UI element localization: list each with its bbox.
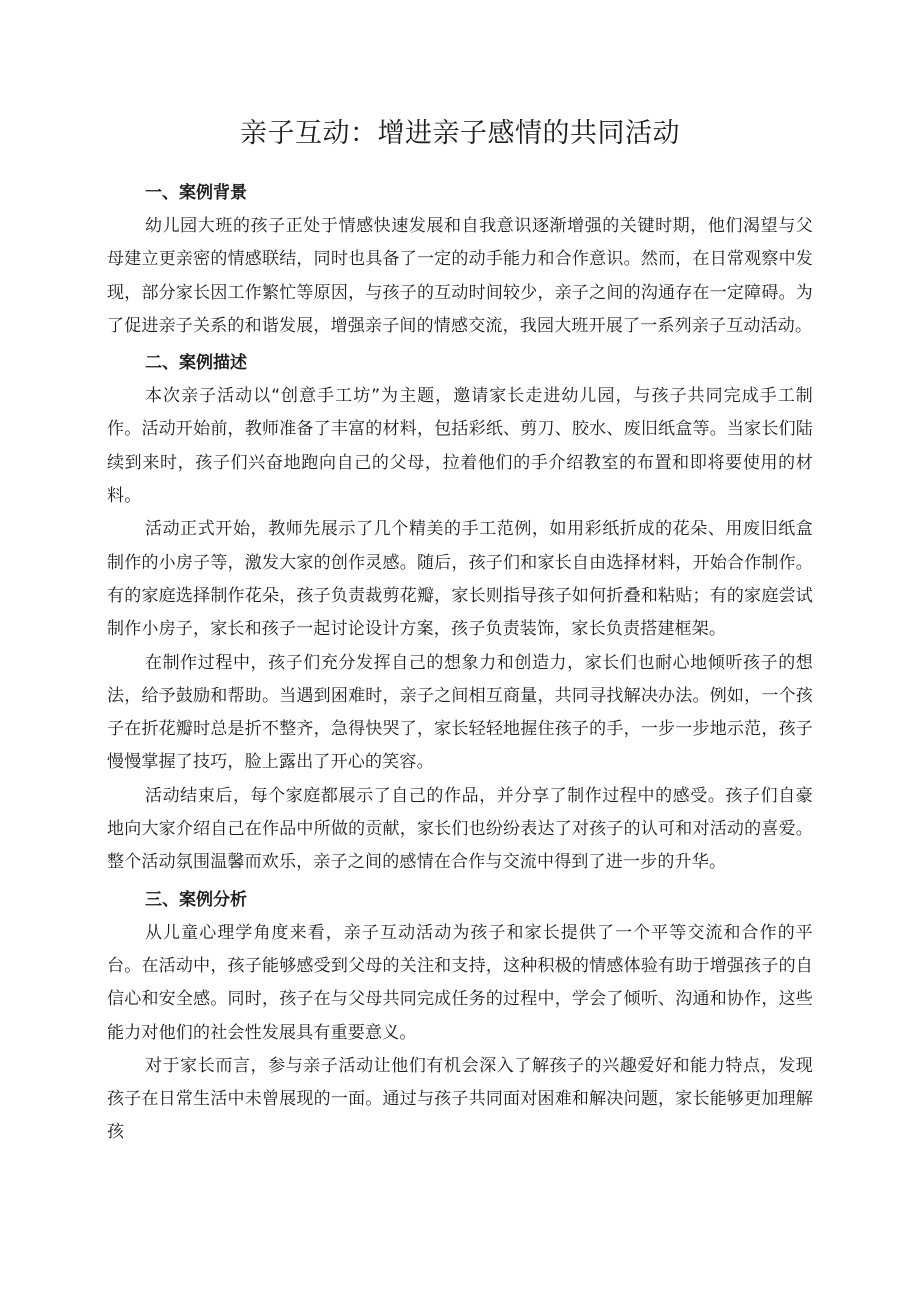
paragraph: 对于家长而言，参与亲子活动让他们有机会深入了解孩子的兴趣爱好和能力特点，发现孩子在日常生活中未曾展现的一面。通过与孩子共同面对困难和解决问题，家长能够更加理解孩 [107, 1055, 813, 1143]
document-body [107, 176, 813, 1150]
section-description [107, 346, 813, 879]
section-analysis [107, 883, 813, 1150]
paragraph: 从儿童心理学角度来看，亲子互动活动为孩子和家长提供了一个平等交流和合作的平台。在活动中，孩子能够感受到父母的关注和支持，这种积极的情感体验有助于增强孩子的自信心和安全感。同时，孩子在与父母共同完成任务的过程中，学会了倾听、沟通和协作，这些能力对他们的社会性发展具有重要意义。 [107, 922, 813, 1043]
paragraph: 本次亲子活动以“创意手工坊”为主题，邀请家长走进幼儿园，与孩子共同完成手工制作。活动开始前，教师准备了丰富的材料，包括彩纸、剪刀、胶水、废旧纸盒等。当家长们陆续到来时，孩子们兴奋地跑向自己的父母，拉着他们的手介绍教室的布置和即将要使用的材料。 [107, 386, 813, 507]
paragraph: 活动结束后，每个家庭都展示了自己的作品，并分享了制作过程中的感受。孩子们自豪地向大家介绍自己在作品中所做的贡献，家长们也纷纷表达了对孩子的认可和对活动的喜爱。整个活动氛围温馨而欢乐，亲子之间的感情在合作与交流中得到了进一步的升华。 [107, 785, 813, 873]
paragraph: 幼儿园大班的孩子正处于情感快速发展和自我意识逐渐增强的关键时期，他们渴望与父母建立更亲密的情感联结，同时也具备了一定的动手能力和合作意识。然而，在日常观察中发现，部分家长因工作繁忙等原因，与孩子的互动时间较少，亲子之间的沟通存在一定障碍。为了促进亲子关系的和谐发展，增强亲子间的情感交流，我园大班开展了一系列亲子互动活动。 [107, 216, 813, 336]
section-background [107, 176, 813, 343]
section-heading: 三、案例分析 [145, 889, 247, 910]
section-heading: 一、案例背景 [145, 183, 247, 203]
paragraph: 活动正式开始，教师先展示了几个精美的手工范例，如用彩纸折成的花朵、用废旧纸盒制作的小房子等，激发大家的创作灵感。随后，孩子们和家长自由选择材料，开始合作制作。有的家庭选择制作花朵，孩子负责裁剪花瓣，家长则指导孩子如何折叠和粘贴；有的家庭尝试制作小房子，家长和孩子一起讨论设计方案，孩子负责装饰，家长负责搭建框架。 [107, 519, 813, 640]
document-title: 亲子互动：增进亲子感情的共同活动 [240, 118, 680, 149]
paragraph: 在制作过程中，孩子们充分发挥自己的想象力和创造力，家长们也耐心地倾听孩子的想法，给予鼓励和帮助。当遇到困难时，亲子之间相互商量，共同寻找解决办法。例如，一个孩子在折花瓣时总是折不整齐，急得快哭了，家长轻轻地握住孩子的手，一步一步地示范，孩子慢慢掌握了技巧，脸上露出了开心的笑容。 [107, 652, 813, 773]
section-heading: 二、案例描述 [145, 353, 247, 374]
